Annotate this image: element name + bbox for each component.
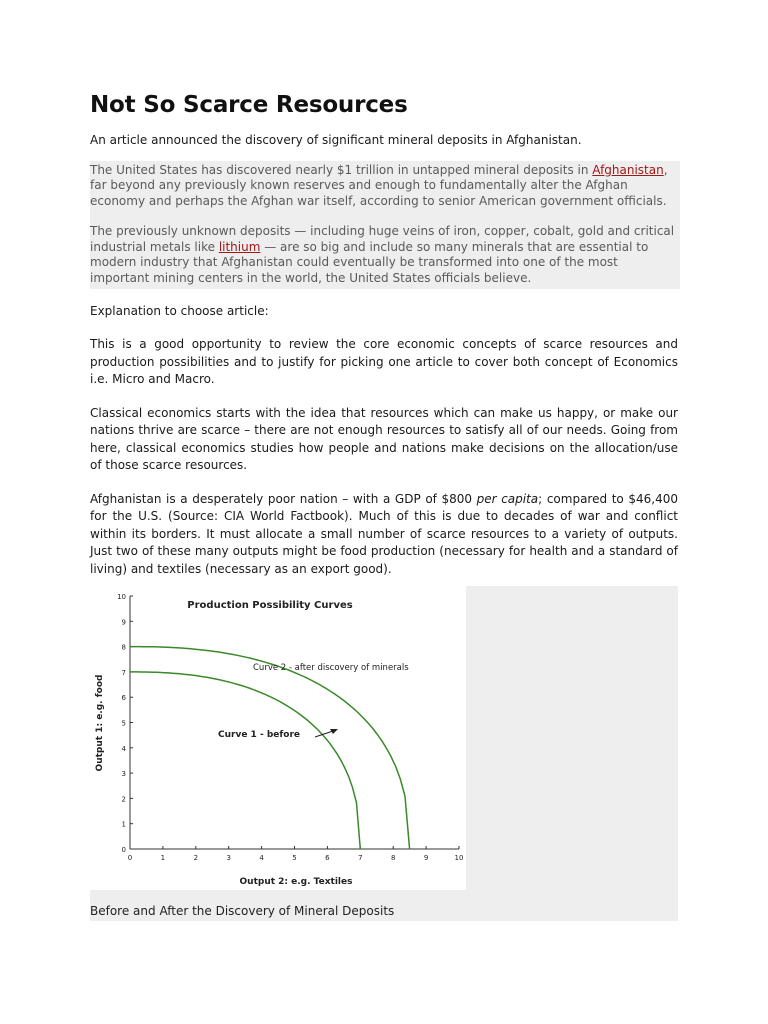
chart-image [90, 586, 466, 890]
x-tick-label: 2 [193, 854, 199, 862]
x-tick-label: 8 [390, 854, 396, 862]
y-tick-label: 9 [121, 618, 126, 627]
x-tick-label: 0 [127, 854, 133, 862]
x-tick-label: 10 [454, 854, 464, 862]
article [90, 92, 678, 594]
figure-padding [466, 586, 678, 890]
paragraph-3: Afghanistan is a desperately poor nation – with a GDP of $800 per capita; compared to $46,400 for the U.S. (Source: CIA World Factbook). Much of this is due to decades of war and conflict within its borders. It must allocate a small number of scarce resources to a variety of outputs. Just two of these many outputs might be food production (necessary for health and a standard of living) and textiles (necessary as an export good). [90, 491, 678, 576]
x-tick-label: 5 [292, 854, 297, 862]
y-tick-label: 8 [121, 643, 126, 652]
y-axis-label: Output 1: e.g. food [95, 674, 105, 772]
quote-paragraph-1: The United States has discovered nearly $1 trillion in untapped mineral deposits in Afghanistan, far beyond any previously known reserves and enough to fundamentally alter the Afghan economy and perhaps the Afghan war itself, according to senior American government officials. [90, 162, 668, 208]
x-tick-label: 4 [259, 854, 264, 862]
x-tick-label: 3 [226, 854, 231, 862]
annotations [218, 663, 409, 740]
curve-1-label: Curve 1 - before [218, 730, 301, 740]
afghanistan-link[interactable]: Afghanistan [592, 162, 664, 177]
y-tick-label: 10 [117, 593, 126, 601]
x-tick-label: 6 [325, 854, 330, 862]
y-tick-label: 2 [121, 795, 126, 804]
axes [117, 593, 463, 862]
chart-title: Production Possibility Curves [187, 600, 353, 611]
curve-2 [130, 647, 410, 849]
ppc-chart [90, 586, 466, 890]
x-tick-label: 1 [160, 854, 166, 862]
curves [130, 647, 410, 849]
y-tick-label: 4 [121, 744, 126, 753]
y-tick-label: 7 [121, 668, 126, 677]
figure [90, 586, 678, 921]
y-tick-label: 0 [121, 846, 126, 854]
y-tick-label: 1 [121, 820, 126, 829]
x-axis-label: Output 2: e.g. Textiles [239, 877, 353, 887]
figure-caption: Before and After the Discovery of Mineral Deposits [90, 904, 395, 918]
lithium-link[interactable]: lithium [218, 239, 261, 254]
intro-text: An article announced the discovery of significant mineral deposits in Afghanistan. [90, 133, 582, 147]
paragraph-1: This is a good opportunity to review the core economic concepts of scarce resources and production possibilities and to justify for picking one article to cover both concept of Economics i.e. Micro and Macro. [90, 337, 678, 387]
explanation-label: Explanation to choose article: [90, 303, 269, 318]
y-tick-label: 6 [121, 694, 126, 703]
x-tick-label: 9 [423, 854, 429, 862]
y-tick-label: 5 [121, 719, 126, 728]
quote-paragraph-2: The previously unknown deposits — including huge veins of iron, copper, cobalt, gold and critical industrial metals like lithium — are so big and include so many minerals that are essential to modern industry that Afghanistan could eventually be transformed into one of the most important mining centers in the world, the United States officials believe. [90, 224, 675, 286]
page-title: Not So Scarce Resources [90, 92, 408, 118]
curve-1 [130, 672, 360, 849]
x-tick-label: 7 [358, 854, 363, 862]
paragraph-2: Classical economics starts with the idea that resources which can make us happy, or make our nations thrive are scarce – there are not enough resources to satisfy all of our needs. Going from here, classical economics studies how people and nations make decisions on the allocation/use of those scarce resources. [90, 405, 678, 473]
curve-2-label: Curve 2 - after discovery of minerals [253, 663, 409, 673]
quote-block [90, 161, 680, 289]
y-tick-label: 3 [121, 770, 126, 779]
